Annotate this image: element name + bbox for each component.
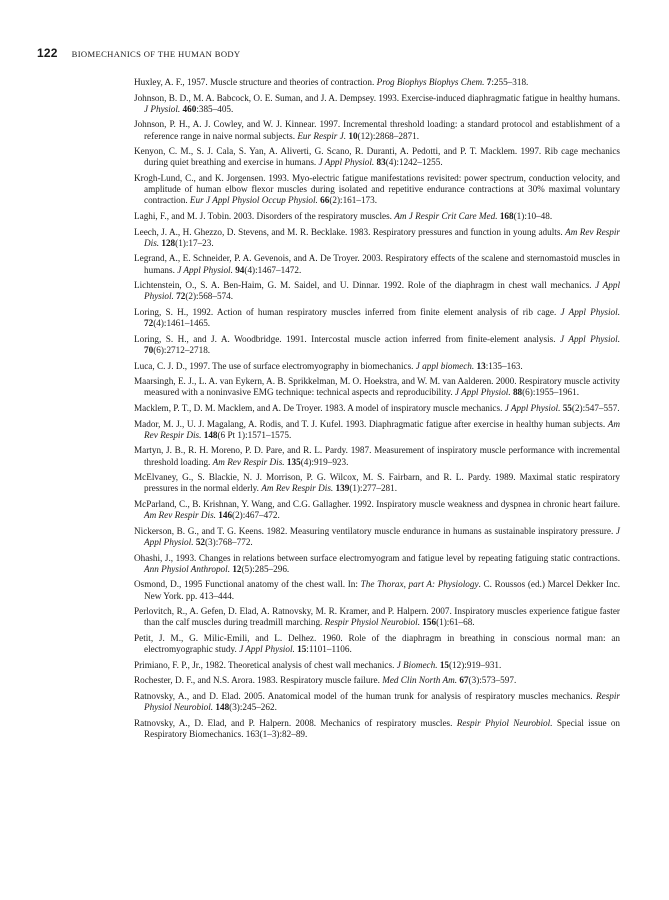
reference-entry <box>134 579 620 601</box>
volume-number: 168 <box>499 210 514 221</box>
reference-text: Mador, M. J., U. J. Magalang, A. Rodis, and T. J. Kufel. 1993. Diaphragmatic fatigue after exercise in healthy human subjects. <box>134 418 608 429</box>
reference-text: Osmond, D., 1995 Functional anatomy of the chest wall. In: <box>134 579 361 590</box>
reference-pages: (3):245–262. <box>229 702 277 713</box>
reference-text: Lichtenstein, O., S. A. Ben-Haim, G. M. Saidel, and U. Dinnar. 1992. Role of the diaphragm in chest wall mechanics. <box>134 280 596 291</box>
reference-pages: . C. Roussos (ed.) Marcel Dekker Inc. New York. pp. 413–444. <box>144 579 620 601</box>
reference-pages: (1):277–281. <box>349 483 398 494</box>
reference-entry <box>134 77 620 88</box>
volume-number: 88 <box>512 387 523 398</box>
reference-pages: (6 Pt 1):1571–1575. <box>217 429 292 440</box>
reference-text: Johnson, P. H., A. J. Cowley, and W. J. Kinnear. 1997. Incremental threshold loading: a standard protocol and establishment of a reference range in naive normal subjects. <box>134 119 620 141</box>
volume-number: 66 <box>320 195 330 206</box>
volume-number: 55 <box>562 402 572 413</box>
reference-pages: (1):10–48. <box>513 210 553 221</box>
journal-name: Respir Physiol Neurobiol. <box>144 690 620 713</box>
reference-entry <box>134 119 620 141</box>
volume-number: 15 <box>439 659 449 670</box>
reference-entry <box>134 606 620 628</box>
reference-entry <box>134 307 620 329</box>
journal-name: J Appl Physiol. <box>454 387 511 398</box>
reference-pages: (1):61–68. <box>436 617 475 628</box>
reference-text: Legrand, A., E. Schneider, P. A. Gevenois, and A. De Troyer. 2003. Respiratory effects of the scalene and sternomastoid muscles in humans. <box>134 253 620 275</box>
reference-pages: (2):161–173. <box>329 195 378 206</box>
reference-pages: :255–318. <box>491 77 529 87</box>
reference-entry <box>134 403 620 414</box>
reference-entry <box>134 553 620 575</box>
reference-text: Loring, S. H., 1992. Action of human respiratory muscles inferred from finite element analysis of rib cage. <box>134 306 561 317</box>
reference-entry <box>134 253 620 275</box>
reference-text: Krogh-Lund, C., and K. Jorgensen. 1993. Myo-electric fatigue manifestations revisited: power spectrum, conduction velocity, and amplitude of human elbow flexor muscles during isolated and repetitive endurance contractions at 30% maximal voluntary contraction. <box>134 172 620 206</box>
reference-text: Martyn, J. B., R. H. Moreno, P. D. Pare, and R. L. Pardy. 1987. Measurement of inspiratory muscle performance with incremental threshold loading. <box>134 445 620 467</box>
volume-number: 460 <box>182 103 197 114</box>
volume-number: 72 <box>144 318 154 329</box>
reference-entry <box>134 660 620 671</box>
reference-text: Petit, J. M., G. Milic-Emili, and L. Delhez. 1960. Role of the diaphragm in breathing in conscious normal man: an electromyographic study. <box>134 632 620 655</box>
reference-text: Loring, S. H., and J. A. Woodbridge. 1991. Intercostal muscle action inferred from finite-element analysis. <box>134 333 560 344</box>
volume-number: 15 <box>297 644 307 655</box>
reference-text: Rochester, D. F., and N.S. Arora. 1983. Respiratory muscle failure. <box>134 675 383 686</box>
page-number: 122 <box>37 46 58 60</box>
journal-name: The Thorax, part A: Physiology <box>360 579 479 590</box>
journal-name: Am Rev Respir Dis. <box>144 226 620 248</box>
journal-name: J Physiol. <box>144 103 181 114</box>
journal-name: J Appl Physiol. <box>177 264 233 275</box>
volume-number: 72 <box>176 291 186 302</box>
journal-name: Ann Physiol Anthropol. <box>144 563 231 574</box>
volume-number: 67 <box>459 675 469 686</box>
volume-number: 135 <box>286 456 301 467</box>
journal-name: Am Rev Respir Dis. <box>144 418 620 440</box>
journal-name: J Appl Physiol. <box>144 525 620 547</box>
reference-entry <box>134 675 620 686</box>
reference-text: Leech, J. A., H. Ghezzo, D. Stevens, and M. R. Becklake. 1983. Respiratory pressures and function in young adults. <box>134 226 566 237</box>
journal-name: Med Clin North Am. <box>382 675 458 686</box>
reference-entry <box>134 633 620 655</box>
volume-number: 128 <box>161 237 176 248</box>
reference-pages: :385–405. <box>196 103 234 114</box>
journal-name: Respir Physiol Neurobiol. <box>324 617 420 628</box>
journal-name: J appl biomech. <box>415 360 475 371</box>
reference-pages: (2):547–557. <box>571 402 620 413</box>
page-header <box>37 46 240 60</box>
reference-entry <box>134 445 620 467</box>
reference-text: McParland, C., B. Krishnan, Y. Wang, and C.G. Gallagher. 1992. Inspiratory muscle weakness and dyspnea in chronic heart failure. <box>134 498 620 509</box>
journal-name: J Biomech. <box>396 659 438 670</box>
journal-name: Respir Phyiol Neurobiol. <box>456 717 553 728</box>
volume-number: 52 <box>195 536 205 547</box>
reference-pages: :1101–1106. <box>306 644 352 655</box>
reference-text: Maarsingh, E. J., L. A. van Eykern, A. B. Sprikkelman, M. O. Hoekstra, and W. M. van Aalderen. 2000. Respiratory muscle activity measured with a noninvasive EMG technique: technical aspects and reproducibility. <box>134 376 620 398</box>
reference-entry <box>134 334 620 356</box>
journal-name: J Appl Physiol. <box>318 157 375 168</box>
reference-entry <box>134 419 620 441</box>
journal-name: J Appl Physiol. <box>560 306 620 317</box>
reference-pages: (2):467–472. <box>232 510 280 521</box>
volume-number: 139 <box>335 483 350 494</box>
reference-text: Ratnovsky, A., D. Elad, and P. Halpern. 2008. Mechanics of respiratory muscles. <box>134 717 457 728</box>
reference-entry <box>134 227 620 249</box>
journal-name: Prog Biophys Biophys Chem. <box>376 77 485 87</box>
reference-pages: (5):285–296. <box>241 563 290 574</box>
reference-pages: (6):1955–1961. <box>522 387 580 398</box>
reference-entry <box>134 280 620 302</box>
volume-number: 148 <box>215 702 230 713</box>
journal-name: J Appl Physiol. <box>504 402 561 413</box>
journal-name: Am Rev Respir Dis. <box>212 456 285 467</box>
reference-entry <box>134 472 620 494</box>
volume-number: 10 <box>348 130 358 141</box>
reference-text: Huxley, A. F., 1957. Muscle structure and theories of contraction. <box>134 77 377 87</box>
reference-pages: (4):919–923. <box>300 456 349 467</box>
volume-number: 146 <box>218 510 233 521</box>
reference-pages: (12):919–931. <box>449 659 502 670</box>
reference-list <box>134 77 620 745</box>
reference-entry <box>134 173 620 207</box>
reference-entry <box>134 499 620 521</box>
reference-pages: (4):1461–1465. <box>153 318 211 329</box>
reference-entry <box>134 376 620 398</box>
reference-text: Macklem, P. T., D. M. Macklem, and A. De Troyer. 1983. A model of inspiratory muscle mechanics. <box>134 402 505 413</box>
journal-name: Am J Respir Crit Care Med. <box>394 210 498 221</box>
volume-number: 12 <box>232 563 242 574</box>
reference-entry <box>134 526 620 548</box>
reference-entry <box>134 211 620 222</box>
journal-name: J Appl Physiol. <box>559 333 621 344</box>
reference-text: Ohashi, J., 1993. Changes in relations between surface electromyogram and fatigue level by repeating fatiguing static contractions. <box>134 552 620 563</box>
reference-text: Ratnovsky, A., and D. Elad. 2005. Anatomical model of the human trunk for analysis of respiratory muscles mechanics. <box>134 690 596 701</box>
reference-text: McElvaney, G., S. Blackie, N. J. Morrison, P. G. Wilcox, M. S. Fairbarn, and R. L. Pardy. 1989. Maximal static respiratory pressures in the normal elderly. <box>134 472 620 494</box>
journal-name: Am Rev Respir Dis. <box>144 510 216 521</box>
reference-pages: (4):1242–1255. <box>385 157 443 168</box>
reference-text: Luca, C. J. D., 1997. The use of surface electromyography in biomechanics. <box>134 360 416 371</box>
volume-number: 156 <box>422 617 437 628</box>
reference-entry <box>134 93 620 115</box>
reference-pages: (6):2712–2718. <box>153 344 211 355</box>
volume-number: 94 <box>235 264 245 275</box>
reference-entry <box>134 146 620 168</box>
reference-text: Primiano, F. P., Jr., 1982. Theoretical analysis of chest wall mechanics. <box>134 659 397 670</box>
journal-name: Am Rev Respir Dis. <box>261 483 334 494</box>
reference-pages: (2):568–574. <box>185 291 234 302</box>
reference-pages: (4):1467–1472. <box>244 264 302 275</box>
volume-number: 83 <box>376 157 386 168</box>
reference-entry <box>134 691 620 713</box>
reference-text: Kenyon, C. M., S. J. Cala, S. Yan, A. Aliverti, G. Scano, R. Duranti, A. Pedotti, and P. T. Macklem. 1997. Rib cage mechanics during quiet breathing and exercise in humans. <box>134 146 620 168</box>
reference-pages: (1):17–23. <box>175 237 214 248</box>
journal-name: Eur J Appl Physiol Occup Physiol. <box>189 195 318 206</box>
reference-pages: :135–163. <box>485 360 523 371</box>
volume-number: 13 <box>476 360 486 371</box>
volume-number: 70 <box>144 344 154 355</box>
reference-pages: (3):573–597. <box>468 675 517 686</box>
reference-text: Nickerson, B. G., and T. G. Keens. 1982. Measuring ventilatory muscle endurance in humans as sustainable inspiratory pressure. <box>134 525 616 536</box>
reference-pages: Special issue on Respiratory Biomechanics. 163(1–3):82–89. <box>144 717 621 739</box>
reference-pages: (12):2868–2871. <box>357 130 420 141</box>
reference-entry <box>134 718 620 740</box>
reference-entry <box>134 361 620 372</box>
volume-number: 7 <box>486 77 492 87</box>
reference-text: Perlovitch, R., A. Gefen, D. Elad, A. Ratnovsky, M. R. Kramer, and P. Halpern. 2007. Inspiratory muscles experience fatigue faster than the calf muscles during treadmill marching. <box>134 606 620 628</box>
journal-name: J Appl Physiol. <box>239 644 295 655</box>
reference-pages: (3):768–772. <box>205 536 253 547</box>
running-head: BIOMECHANICS OF THE HUMAN BODY <box>71 49 241 59</box>
journal-name: Eur Respir J. <box>297 130 347 141</box>
volume-number: 148 <box>203 429 218 440</box>
journal-name: J Appl Physiol. <box>144 280 620 302</box>
reference-text: Johnson, B. D., M. A. Babcock, O. E. Suman, and J. A. Dempsey. 1993. Exercise-induced diaphragmatic fatigue in healthy humans. <box>134 92 620 103</box>
reference-text: Laghi, F., and M. J. Tobin. 2003. Disorders of the respiratory muscles. <box>134 210 395 221</box>
